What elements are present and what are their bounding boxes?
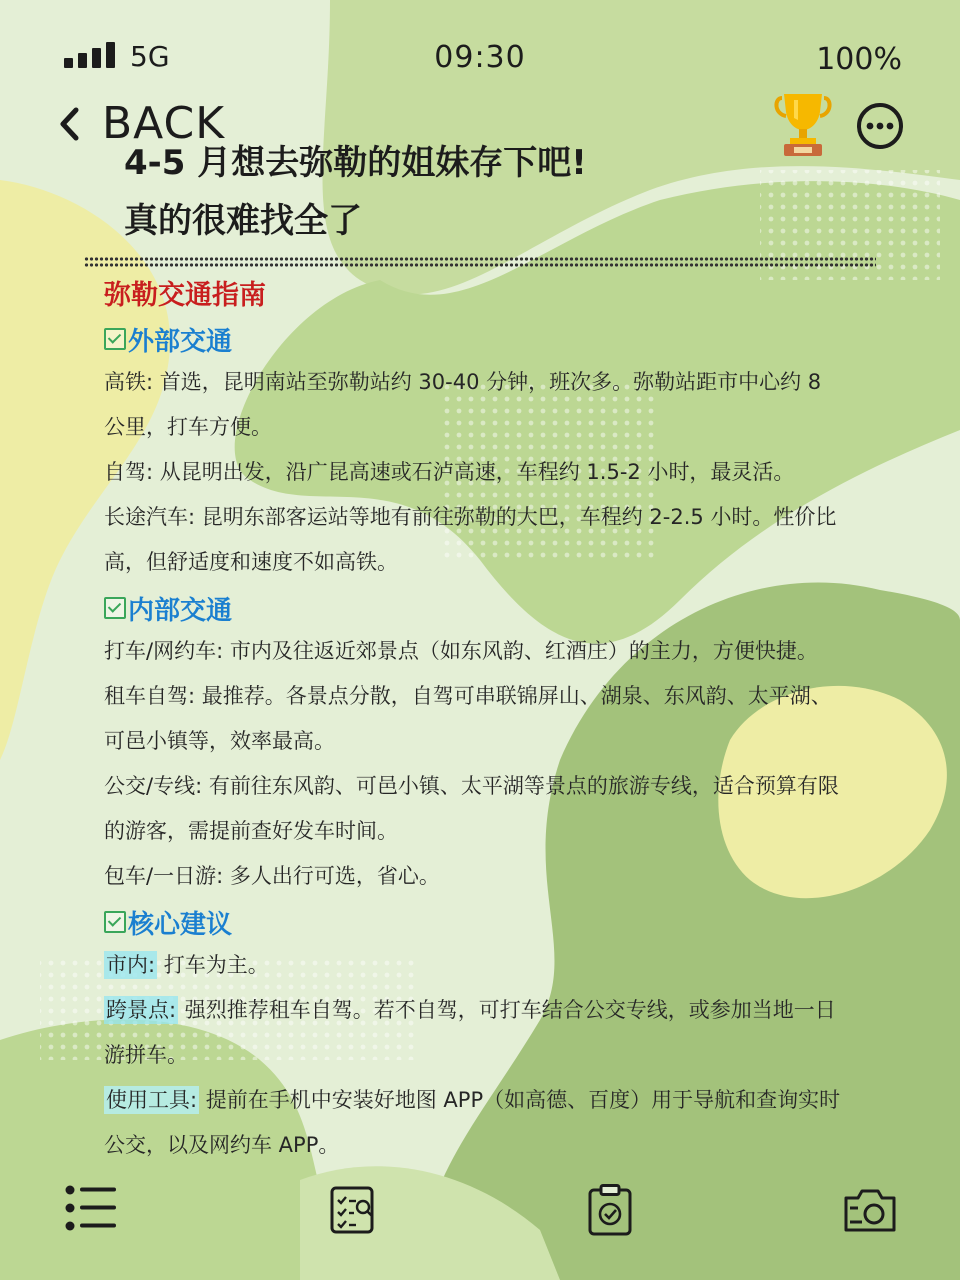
label-tool: 使用工具: <box>106 1088 198 1112</box>
section-heading: 外部交通 <box>128 326 233 357</box>
section-heading: 核心建议 <box>128 909 233 940</box>
label-city: 市内: <box>106 953 156 977</box>
text-city: 打车为主。 <box>157 953 269 977</box>
status-bar <box>0 36 960 80</box>
more-circle-icon[interactable] <box>856 102 904 150</box>
section-heading: 内部交通 <box>128 595 233 626</box>
text-public: 有前往东风韵、可邑小镇、太平湖等景点的旅游专线，适合预算有限 <box>202 774 839 798</box>
text-bus-2: 高，但舒适度和速度不如高铁。 <box>104 550 398 574</box>
checkbox-icon <box>104 911 126 933</box>
text-cross: 强烈推荐租车自驾。若不自驾，可打车结合公交专线，或参加当地一日 <box>178 998 836 1022</box>
battery-label: 100% <box>816 42 902 77</box>
paragraph-charter <box>104 854 864 899</box>
text-rent: 最推荐。各景点分散，自驾可串联锦屏山、湖泉、东风韵、太平湖、 <box>195 684 832 708</box>
clipboard-check-icon[interactable] <box>588 1184 632 1236</box>
paragraph-bus <box>104 495 864 585</box>
camera-icon[interactable] <box>842 1188 898 1234</box>
text-tool: 提前在手机中安装好地图 APP（如高德、百度）用于导航和查询实时 <box>199 1088 841 1112</box>
chevron-left-icon <box>58 106 80 142</box>
section-internal <box>104 587 864 629</box>
text-charter: 多人出行可选，省心。 <box>223 864 440 888</box>
paragraph-tool <box>104 1078 864 1168</box>
post-title <box>124 134 587 250</box>
text-public-2: 的游客，需提前查好发车时间。 <box>104 819 398 843</box>
network-label: 5G <box>130 40 170 73</box>
checkbox-icon <box>104 328 126 350</box>
label-gaotie: 高铁: <box>104 370 154 394</box>
label-rent: 租车自驾: <box>104 684 196 708</box>
section-core <box>104 901 864 943</box>
section-external <box>104 318 864 360</box>
text-gaotie: 首选，昆明南站至弥勒站约 30-40 分钟，班次多。弥勒站距市中心约 8 <box>153 370 822 394</box>
bottom-toolbar <box>0 1184 960 1244</box>
trophy-icon[interactable] <box>774 92 832 158</box>
checkbox-icon <box>104 597 126 619</box>
text-cross-2: 游拼车。 <box>104 1043 188 1067</box>
label-cross: 跨景点: <box>106 998 177 1022</box>
guide-title: 弥勒交通指南 <box>104 280 266 311</box>
text-gaotie-2: 公里，打车方便。 <box>104 415 272 439</box>
post-content <box>104 274 864 1168</box>
text-rent-2: 可邑小镇等，效率最高。 <box>104 729 335 753</box>
dotted-divider <box>84 256 876 268</box>
text-taxi: 市内及往返近郊景点（如东风韵、红酒庄）的主力，方便快捷。 <box>223 639 818 663</box>
post-title-line1: 4-5 月想去弥勒的姐妹存下吧! <box>124 143 587 183</box>
text-zijia: 从昆明出发，沿广昆高速或石泸高速，车程约 1.5-2 小时，最灵活。 <box>153 460 795 484</box>
text-bus: 昆明东部客运站等地有前往弥勒的大巴，车程约 2-2.5 小时。性价比 <box>195 505 837 529</box>
paragraph-cross <box>104 988 864 1078</box>
paragraph-zijia <box>104 450 864 495</box>
label-public: 公交/专线: <box>104 774 203 798</box>
status-time: 09:30 <box>434 40 526 75</box>
label-taxi: 打车/网约车: <box>104 639 224 663</box>
label-charter: 包车/一日游: <box>104 864 224 888</box>
checklist-search-icon[interactable] <box>330 1186 376 1236</box>
paragraph-gaotie <box>104 360 864 450</box>
text-tool-2: 公交，以及网约车 APP。 <box>104 1133 340 1157</box>
label-zijia: 自驾: <box>104 460 154 484</box>
paragraph-taxi <box>104 629 864 674</box>
paragraph-rent <box>104 674 864 764</box>
label-bus: 长途汽车: <box>104 505 196 529</box>
list-menu-icon[interactable] <box>64 1184 118 1232</box>
paragraph-city <box>104 943 864 988</box>
paragraph-public <box>104 764 864 854</box>
post-title-line2: 真的很难找全了 <box>124 201 362 241</box>
back-label: BACK <box>102 98 226 149</box>
